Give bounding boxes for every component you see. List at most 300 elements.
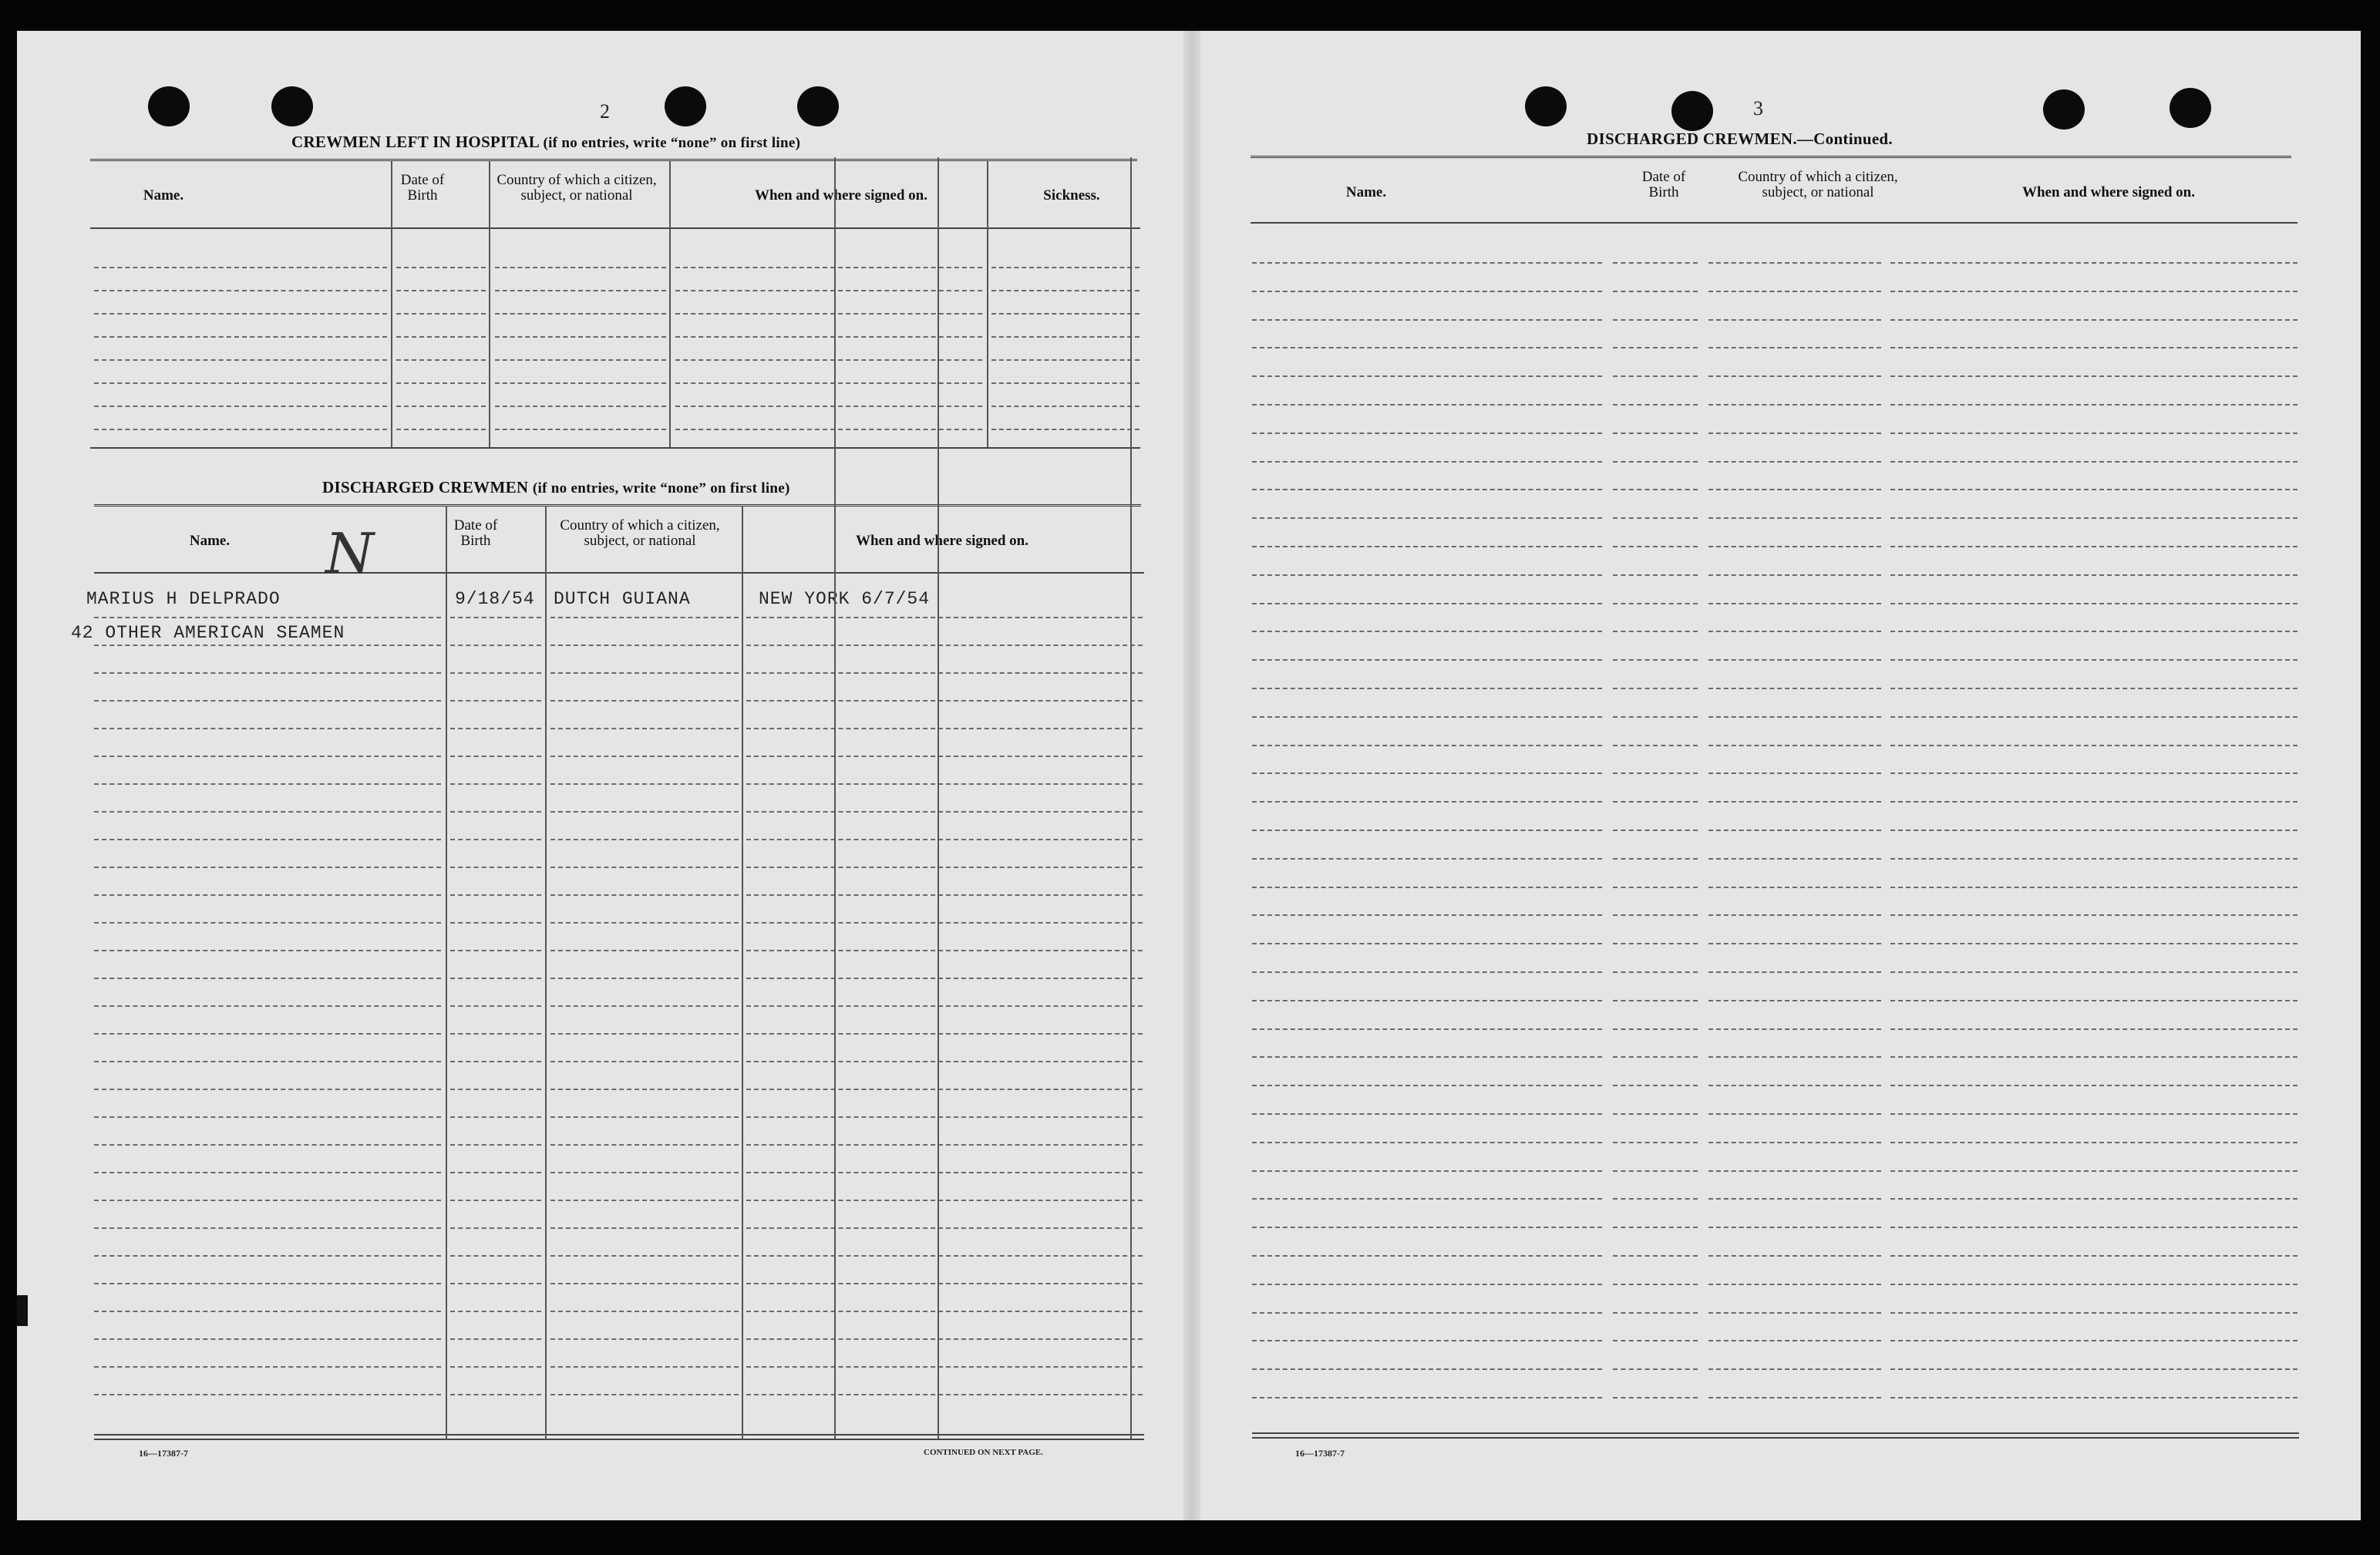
- entry-line: [94, 1172, 441, 1173]
- entry-line: [94, 645, 441, 646]
- entry-line: [746, 867, 1143, 868]
- discharged-section-title: [322, 478, 790, 497]
- entry-line: [1708, 1198, 1881, 1200]
- entry-line: [746, 783, 1143, 785]
- entry-line: [1613, 546, 1698, 547]
- entry-line: [1708, 489, 1881, 490]
- entry-line: [1890, 688, 2298, 689]
- entry-line: [991, 429, 1140, 430]
- entry-line: [1613, 291, 1698, 292]
- entry-line: [495, 336, 666, 338]
- entry-line: [450, 617, 541, 618]
- entry-line: [1708, 801, 1881, 803]
- entry-line: [1613, 858, 1698, 860]
- entry-line: [675, 382, 982, 384]
- entry-line: [1252, 1113, 1602, 1115]
- entry-line: [1613, 914, 1698, 916]
- entry-line: [450, 645, 541, 646]
- page-number: 2: [600, 100, 610, 123]
- entry-line: [94, 290, 387, 291]
- header-bottom-rule: [90, 227, 1140, 229]
- entry-line: [746, 700, 1143, 702]
- column-divider: [446, 506, 447, 1440]
- binding-hole: [2043, 89, 2085, 130]
- entry-line: [1252, 603, 1602, 604]
- entry-line: [1613, 943, 1698, 944]
- table-top-rule: [90, 159, 1137, 163]
- entry-line: [94, 1311, 441, 1312]
- entry-line: [1613, 404, 1698, 406]
- entry-line: [1890, 830, 2298, 831]
- entry-line: [746, 756, 1143, 757]
- entry-line: [1613, 1142, 1698, 1143]
- column-divider: [545, 506, 547, 1440]
- entry-line: [1252, 659, 1602, 661]
- entry-line: [94, 1366, 441, 1368]
- entry-line: [94, 728, 441, 729]
- entry-line: [1252, 716, 1602, 718]
- entry-line: [1890, 659, 2298, 661]
- entry-line: [450, 1089, 541, 1090]
- entry-line: [550, 617, 739, 618]
- entry-line: [1613, 659, 1698, 661]
- entry-line: [550, 839, 739, 840]
- discharged-subtitle-text: (if no entries, write “none” on first line): [532, 480, 790, 496]
- entry-line: [1252, 1312, 1602, 1314]
- entry-line: [1252, 517, 1602, 519]
- entry-line: [450, 1144, 541, 1146]
- entry-line: [396, 313, 486, 315]
- entry-line: [94, 382, 387, 384]
- entry-line: [1890, 971, 2298, 973]
- entry-line: [746, 811, 1143, 813]
- entry-line: [94, 1005, 441, 1007]
- entry-line: [94, 1144, 441, 1146]
- entry-line: [1252, 489, 1602, 490]
- entry-line: [1252, 688, 1602, 689]
- entry-line: [94, 617, 441, 618]
- entry-line: [1252, 433, 1602, 434]
- entry-line: [1252, 745, 1602, 746]
- table-bottom-rule: [1252, 1437, 2299, 1439]
- entry-line: [1252, 291, 1602, 292]
- hospital-title-text: CREWMEN LEFT IN HOSPITAL: [291, 133, 539, 151]
- entry-line: [1890, 1028, 2298, 1030]
- entry-line: [746, 1116, 1143, 1118]
- entry-line: [550, 811, 739, 813]
- entry-line: [1613, 347, 1698, 348]
- entry-line: [396, 359, 486, 361]
- entry-line: [675, 290, 982, 291]
- col-head-country: Country of which a citizen, subject, or national: [560, 517, 720, 549]
- entry-line: [1252, 461, 1602, 463]
- entry-line: [1708, 716, 1881, 718]
- entry-line: [450, 1283, 541, 1284]
- entry-line: [1613, 1368, 1698, 1370]
- entry-line: [550, 1366, 739, 1368]
- entry-line: [1613, 375, 1698, 377]
- binding-hole: [1671, 91, 1713, 131]
- entry-line: [94, 429, 387, 430]
- entry-line: [495, 359, 666, 361]
- entry-line: [450, 894, 541, 896]
- entry-line: [1708, 1000, 1881, 1001]
- col-head-country: Country of which a citizen, subject, or national: [497, 172, 657, 204]
- entry-line: [746, 645, 1143, 646]
- entry-line: [746, 922, 1143, 924]
- entry-line: [550, 1061, 739, 1062]
- entry-line: [396, 429, 486, 430]
- entry-line: [1890, 1170, 2298, 1172]
- entry-line: [1708, 688, 1881, 689]
- entry-line: [1708, 347, 1881, 348]
- entry-line: [1613, 1340, 1698, 1341]
- entry-line: [1890, 801, 2298, 803]
- entry-line: [1890, 745, 2298, 746]
- entry-line: [550, 700, 739, 702]
- binding-hole: [148, 86, 190, 126]
- entry-line: [450, 700, 541, 702]
- entry-line: [746, 1227, 1143, 1229]
- entry-line: [94, 978, 441, 979]
- entry-line: [1708, 546, 1881, 547]
- entry-line: [1708, 971, 1881, 973]
- handwritten-mark: N: [325, 521, 374, 586]
- entry-line: [675, 336, 982, 338]
- entry-line: [495, 406, 666, 407]
- crew-country: DUTCH GUIANA: [554, 589, 691, 609]
- binding-hole: [1525, 86, 1567, 126]
- column-divider: [987, 160, 988, 447]
- hospital-section-title: [291, 133, 800, 152]
- entry-line: [1252, 772, 1602, 774]
- entry-line: [1890, 603, 2298, 604]
- entry-line: [94, 1089, 441, 1090]
- entry-line: [1890, 631, 2298, 632]
- entry-line: [1890, 319, 2298, 321]
- col-head-dob: Date of Birth: [1641, 169, 1686, 200]
- entry-line: [1613, 801, 1698, 803]
- entry-line: [1613, 971, 1698, 973]
- entry-line: [746, 617, 1143, 618]
- entry-line: [1613, 319, 1698, 321]
- entry-line: [746, 1200, 1143, 1201]
- entry-line: [550, 645, 739, 646]
- entry-line: [1613, 433, 1698, 434]
- entry-line: [1613, 772, 1698, 774]
- entry-line: [396, 290, 486, 291]
- entry-line: [1708, 1227, 1881, 1228]
- entry-line: [495, 267, 666, 268]
- entry-line: [450, 1338, 541, 1340]
- entry-line: [1890, 574, 2298, 576]
- entry-line: [1613, 1255, 1698, 1257]
- binding-hole: [665, 86, 706, 126]
- crew-name: 42 OTHER AMERICAN SEAMEN: [71, 623, 345, 643]
- entry-line: [450, 1255, 541, 1257]
- entry-line: [1890, 461, 2298, 463]
- entry-line: [1890, 433, 2298, 434]
- entry-line: [1708, 1113, 1881, 1115]
- entry-line: [94, 950, 441, 951]
- entry-line: [450, 783, 541, 785]
- form-number: 16—17387-7: [139, 1448, 188, 1459]
- entry-line: [94, 1338, 441, 1340]
- entry-line: [550, 922, 739, 924]
- entry-line: [746, 978, 1143, 979]
- entry-line: [1708, 319, 1881, 321]
- entry-line: [1890, 1397, 2298, 1398]
- entry-line: [1252, 858, 1602, 860]
- entry-line: [450, 1394, 541, 1395]
- entry-line: [1890, 858, 2298, 860]
- entry-line: [1890, 347, 2298, 348]
- entry-line: [550, 783, 739, 785]
- entry-line: [1708, 1085, 1881, 1086]
- entry-line: [450, 1311, 541, 1312]
- entry-line: [1708, 745, 1881, 746]
- entry-line: [1252, 914, 1602, 916]
- entry-line: [1708, 1170, 1881, 1172]
- entry-line: [1613, 1113, 1698, 1115]
- entry-line: [450, 811, 541, 813]
- entry-line: [396, 336, 486, 338]
- table-bottom-rule: [94, 1439, 1144, 1440]
- entry-line: [746, 1366, 1143, 1368]
- entry-line: [1890, 375, 2298, 377]
- entry-line: [450, 950, 541, 951]
- entry-line: [1708, 772, 1881, 774]
- entry-line: [94, 336, 387, 338]
- entry-line: [1613, 1028, 1698, 1030]
- entry-line: [450, 1061, 541, 1062]
- entry-line: [94, 839, 441, 840]
- crew-name: MARIUS H DELPRADO: [86, 589, 281, 609]
- entry-line: [550, 1144, 739, 1146]
- entry-line: [94, 894, 441, 896]
- entry-line: [746, 1311, 1143, 1312]
- entry-line: [1708, 1397, 1881, 1398]
- column-divider: [669, 160, 671, 447]
- entry-line: [550, 1338, 739, 1340]
- entry-line: [550, 672, 739, 674]
- entry-line: [495, 313, 666, 315]
- entry-line: [94, 1200, 441, 1201]
- entry-line: [746, 1394, 1143, 1395]
- entry-line: [550, 756, 739, 757]
- entry-line: [675, 267, 982, 268]
- entry-line: [1708, 1312, 1881, 1314]
- entry-line: [1252, 1170, 1602, 1172]
- entry-line: [1708, 943, 1881, 944]
- entry-line: [1890, 1368, 2298, 1370]
- entry-line: [550, 1394, 739, 1395]
- entry-line: [1890, 517, 2298, 519]
- entry-line: [1708, 914, 1881, 916]
- column-divider: [834, 157, 836, 1439]
- entry-line: [1890, 1198, 2298, 1200]
- entry-line: [1890, 1312, 2298, 1314]
- entry-line: [1613, 745, 1698, 746]
- entry-line: [991, 359, 1140, 361]
- entry-line: [1708, 830, 1881, 831]
- col-head-sickness: Sickness.: [1043, 187, 1100, 204]
- form-number: 16—17387-7: [1295, 1448, 1345, 1459]
- entry-line: [1252, 1255, 1602, 1257]
- entry-line: [1252, 347, 1602, 348]
- entry-line: [1890, 943, 2298, 944]
- entry-line: [550, 1005, 739, 1007]
- entry-line: [94, 267, 387, 268]
- entry-line: [396, 382, 486, 384]
- entry-line: [746, 1005, 1143, 1007]
- entry-line: [550, 728, 739, 729]
- entry-line: [450, 1033, 541, 1035]
- entry-line: [991, 313, 1140, 315]
- entry-line: [1252, 1227, 1602, 1228]
- entry-line: [1252, 971, 1602, 973]
- entry-line: [94, 1116, 441, 1118]
- entry-line: [1708, 1255, 1881, 1257]
- entry-line: [1890, 262, 2298, 264]
- entry-line: [1613, 603, 1698, 604]
- entry-line: [94, 359, 387, 361]
- entry-line: [746, 672, 1143, 674]
- entry-line: [746, 1089, 1143, 1090]
- entry-line: [450, 922, 541, 924]
- entry-line: [1708, 1056, 1881, 1058]
- entry-line: [1890, 546, 2298, 547]
- entry-line: [1613, 1284, 1698, 1285]
- table-top-rule: [94, 504, 1141, 509]
- entry-line: [1708, 603, 1881, 604]
- entry-line: [1252, 1056, 1602, 1058]
- table-bottom-rule: [1252, 1432, 2299, 1434]
- entry-line: [675, 429, 982, 430]
- table-bottom-rule: [94, 1434, 1144, 1436]
- continued-note: CONTINUED ON NEXT PAGE.: [924, 1448, 1043, 1457]
- entry-line: [1708, 1142, 1881, 1143]
- entry-line: [550, 978, 739, 979]
- entry-line: [991, 290, 1140, 291]
- entry-line: [94, 1061, 441, 1062]
- entry-line: [1890, 1056, 2298, 1058]
- entry-line: [1252, 319, 1602, 321]
- entry-line: [1252, 1284, 1602, 1285]
- col-head-name: Name.: [143, 187, 184, 204]
- entry-line: [746, 950, 1143, 951]
- entry-line: [550, 894, 739, 896]
- entry-line: [1252, 1000, 1602, 1001]
- entry-line: [1252, 262, 1602, 264]
- entry-line: [450, 728, 541, 729]
- entry-line: [675, 313, 982, 315]
- header-bottom-rule: [94, 572, 1144, 574]
- entry-line: [1613, 489, 1698, 490]
- crew-signed-on: NEW YORK 6/7/54: [759, 589, 931, 609]
- entry-line: [94, 672, 441, 674]
- entry-line: [746, 1144, 1143, 1146]
- entry-line: [450, 672, 541, 674]
- entry-line: [550, 1033, 739, 1035]
- entry-line: [1890, 1000, 2298, 1001]
- entry-line: [746, 1172, 1143, 1173]
- entry-line: [1613, 517, 1698, 519]
- entry-line: [1890, 1085, 2298, 1086]
- entry-line: [1708, 659, 1881, 661]
- entry-line: [1252, 574, 1602, 576]
- entry-line: [1890, 716, 2298, 718]
- entry-line: [1252, 375, 1602, 377]
- entry-line: [675, 359, 982, 361]
- entry-line: [94, 1394, 441, 1395]
- entry-line: [991, 382, 1140, 384]
- entry-line: [1252, 1340, 1602, 1341]
- entry-line: [1252, 1198, 1602, 1200]
- entry-line: [1613, 1170, 1698, 1172]
- entry-line: [550, 1089, 739, 1090]
- entry-line: [495, 429, 666, 430]
- entry-line: [1252, 1142, 1602, 1143]
- entry-line: [1890, 887, 2298, 888]
- entry-line: [991, 336, 1140, 338]
- column-divider: [391, 160, 392, 447]
- entry-line: [746, 1033, 1143, 1035]
- entry-line: [1613, 1085, 1698, 1086]
- entry-line: [1613, 262, 1698, 264]
- entry-line: [550, 1283, 739, 1284]
- col-head-dob: Date of Birth: [400, 172, 445, 204]
- entry-line: [1708, 517, 1881, 519]
- entry-line: [746, 839, 1143, 840]
- entry-line: [1708, 291, 1881, 292]
- entry-line: [1613, 1227, 1698, 1228]
- entry-line: [1708, 461, 1881, 463]
- continued-section-title: DISCHARGED CREWMEN.—Continued.: [1587, 130, 1893, 148]
- col-head-signed-on: When and where signed on.: [2021, 184, 2195, 200]
- entry-line: [550, 1311, 739, 1312]
- entry-line: [1708, 1340, 1881, 1341]
- entry-line: [1890, 1340, 2298, 1341]
- entry-line: [1613, 887, 1698, 888]
- entry-line: [746, 894, 1143, 896]
- entry-line: [1890, 489, 2298, 490]
- entry-line: [1252, 1085, 1602, 1086]
- entry-line: [1613, 716, 1698, 718]
- entry-line: [550, 950, 739, 951]
- entry-line: [450, 1005, 541, 1007]
- table-bottom-rule: [90, 447, 1140, 449]
- entry-line: [675, 406, 982, 407]
- entry-line: [1252, 546, 1602, 547]
- entry-line: [1890, 404, 2298, 406]
- entry-line: [1708, 404, 1881, 406]
- entry-line: [94, 867, 441, 868]
- entry-line: [1708, 631, 1881, 632]
- discharged-title-text: DISCHARGED CREWMEN: [322, 478, 529, 496]
- entry-line: [1613, 1000, 1698, 1001]
- entry-line: [1708, 433, 1881, 434]
- entry-line: [1613, 574, 1698, 576]
- column-divider: [1130, 157, 1132, 1439]
- entry-line: [746, 1283, 1143, 1284]
- entry-line: [450, 1172, 541, 1173]
- entry-line: [1708, 574, 1881, 576]
- entry-line: [550, 1116, 739, 1118]
- hospital-subtitle-text: (if no entries, write “none” on first line): [543, 135, 801, 151]
- entry-line: [450, 1116, 541, 1118]
- entry-line: [450, 756, 541, 757]
